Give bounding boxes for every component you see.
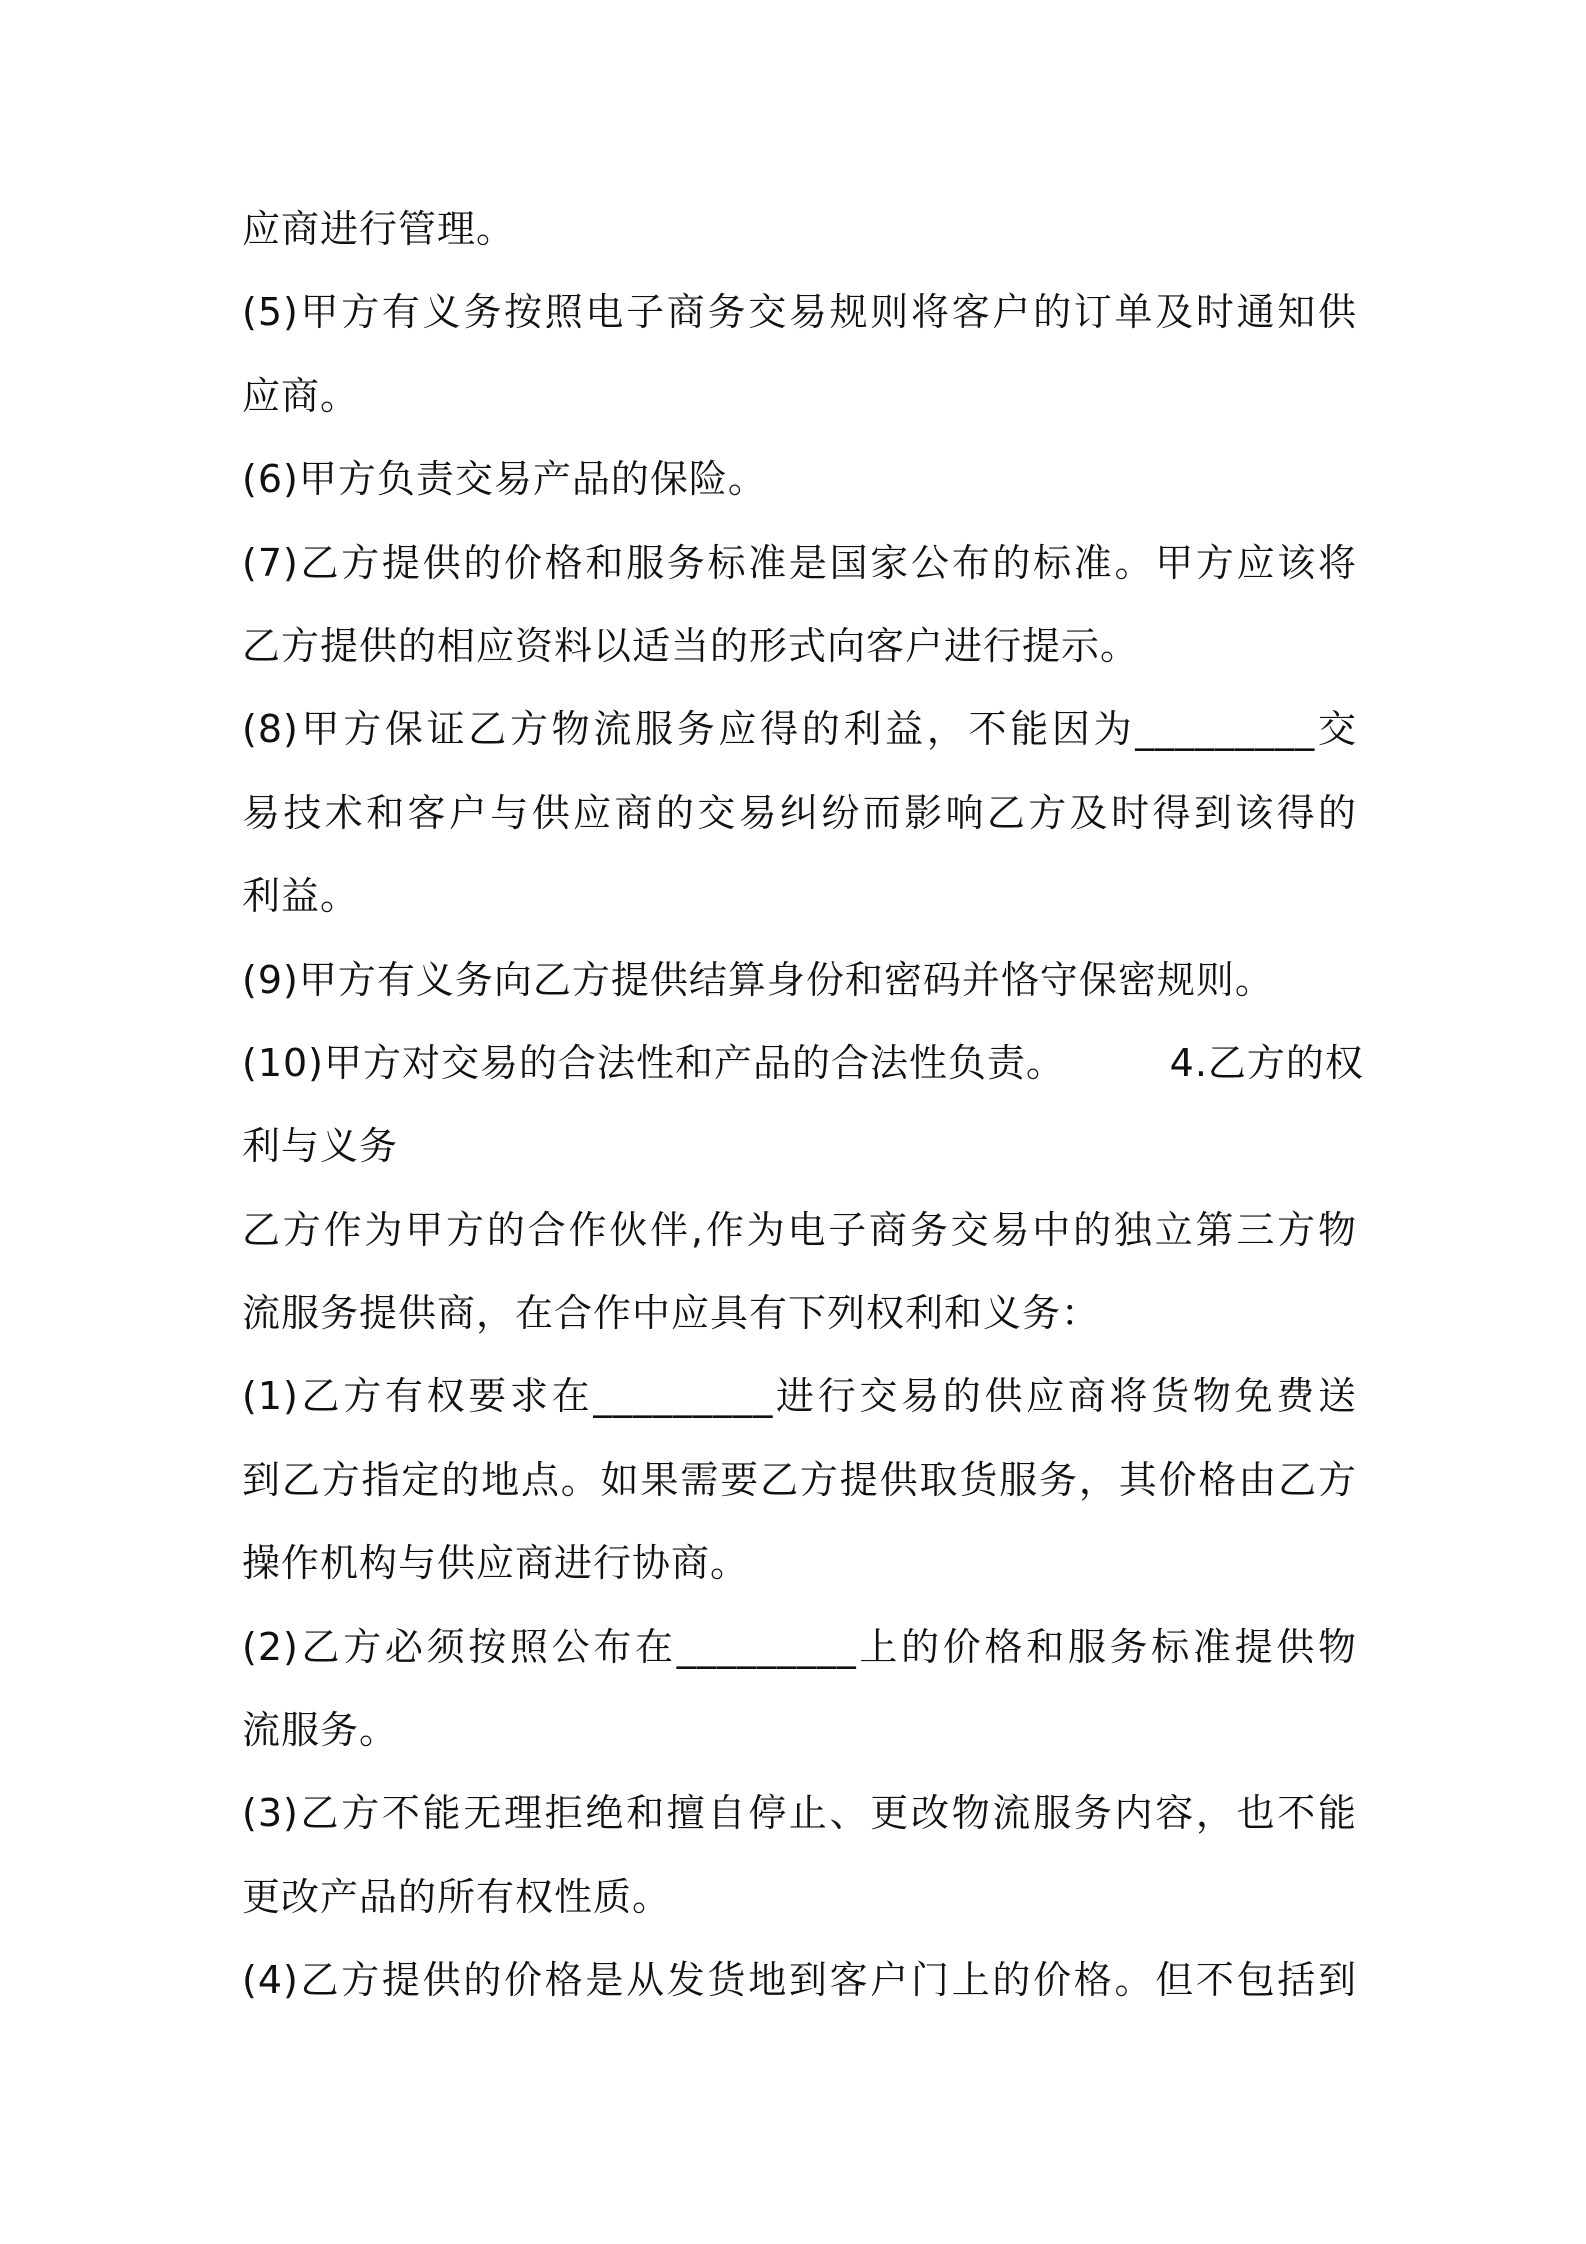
text-line: (1)乙方有权要求在_________进行交易的供应商将货物免费送 <box>242 1374 1357 1419</box>
text-line: 到乙方指定的地点。如果需要乙方提供取货服务，其价格由乙方 <box>242 1457 1357 1502</box>
text-line: 利与义务 <box>242 1124 399 1169</box>
text-line: 利益。 <box>242 874 360 919</box>
document-body <box>242 188 1364 2023</box>
text-line: (7)乙方提供的价格和服务标准是国家公布的标准。甲方应该将 <box>242 540 1357 585</box>
text-line: 应商进行管理。 <box>242 207 516 251</box>
text-line: 流服务。 <box>242 1708 399 1753</box>
text-line: 乙方提供的相应资料以适当的形式向客户进行提示。 <box>242 623 1140 668</box>
text-line: (6)甲方负责交易产品的保险。 <box>242 457 767 502</box>
text-line: 操作机构与供应商进行协商。 <box>242 1541 750 1586</box>
text-line: 易技术和客户与供应商的交易纠纷而影响乙方及时得到该得的 <box>242 790 1357 835</box>
text-line: 乙方作为甲方的合作伙伴,作为电子商务交易中的独立第三方物 <box>242 1207 1357 1252</box>
text-line: (2)乙方必须按照公布在_________上的价格和服务标准提供物 <box>242 1624 1357 1669</box>
text-line: 更改产品的所有权性质。 <box>242 1874 672 1919</box>
text-line: (8)甲方保证乙方物流服务应得的利益，不能因为_________交 <box>242 707 1357 752</box>
text-line: 流服务提供商，在合作中应具有下列权利和义务： <box>242 1291 1101 1336</box>
text-line: (9)甲方有义务向乙方提供结算身份和密码并恪守保密规则。 <box>242 957 1274 1002</box>
text-line: (3)乙方不能无理拒绝和擅自停止、更改物流服务内容，也不能 <box>242 1791 1357 1836</box>
text-line: 应商。 <box>242 373 360 418</box>
text-line: (10)甲方对交易的合法性和产品的合法性负责。 4.乙方的权 <box>242 1040 1364 1085</box>
text-line: (4)乙方提供的价格是从发货地到客户门上的价格。但不包括到 <box>242 1958 1357 2003</box>
text-line: (5)甲方有义务按照电子商务交易规则将客户的订单及时通知供 <box>242 290 1357 335</box>
